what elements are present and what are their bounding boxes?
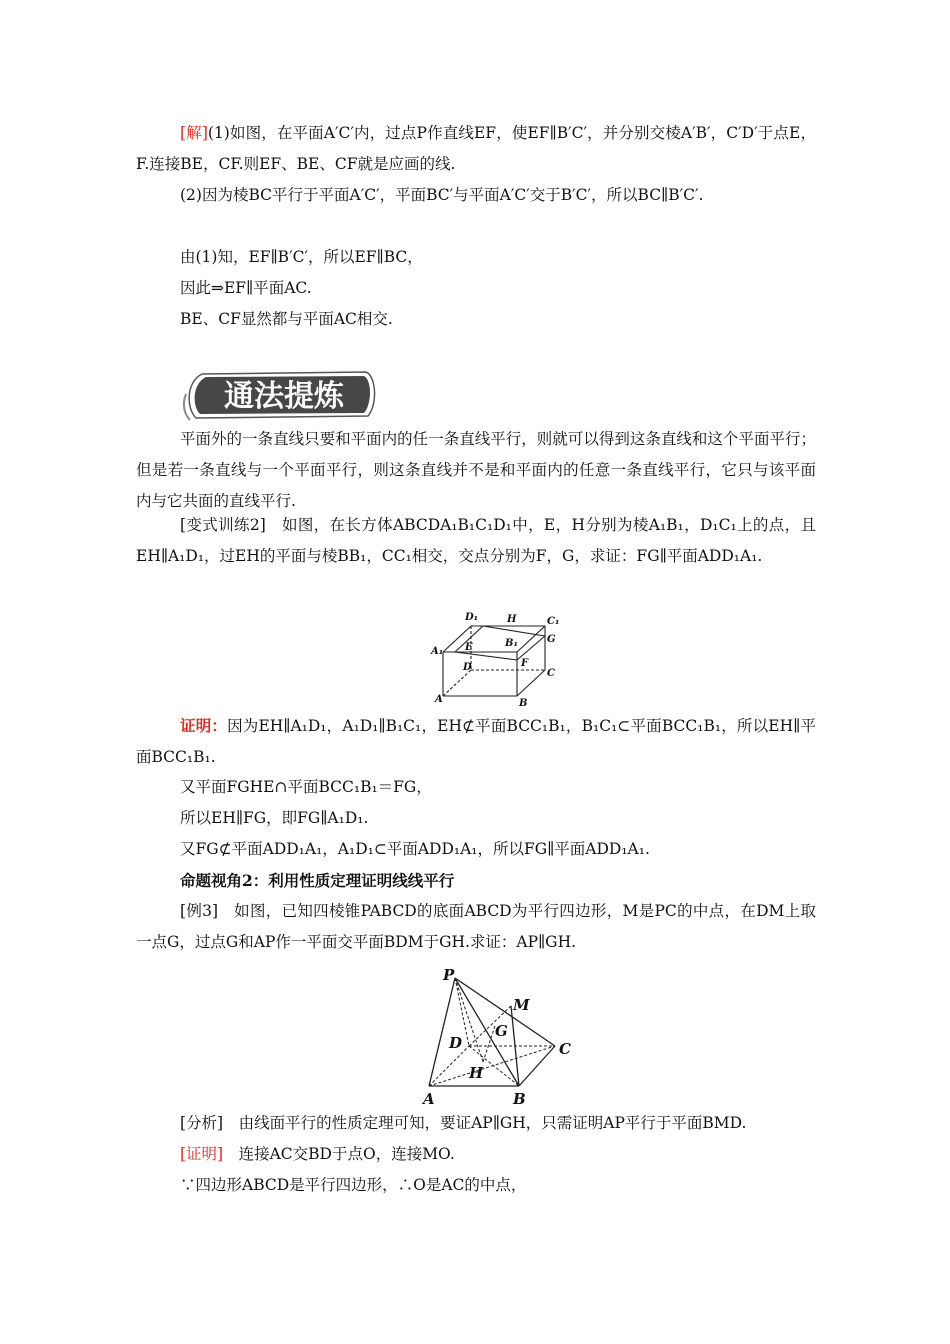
proof2-line1-text: 连接AC交BD于点O，连接MO.: [223, 1145, 455, 1163]
solution-part2: (2)因为棱BC平行于平面A′C′，平面BC′与平面A′C′交于B′C′，所以BC∥B′C′.: [180, 186, 704, 204]
variant-text: [变式训练2] 如图，在长方体ABCDA₁B₁C₁D₁中，E，H分别为棱A₁B₁，D₁C₁上的点，且EH∥A₁D₁，过EH的平面与棱BB₁，CC₁相交，交点分别为F，G，求证：FG∥平面ADD₁A₁.: [136, 516, 816, 565]
solution-line3: 由(1)知，EF∥B′C′，所以EF∥BC，: [180, 248, 423, 266]
proof1-line1-text: 因为EH∥A₁D₁，A₁D₁∥B₁C₁，EH⊄平面BCC₁B₁，B₁C₁⊂平面BCC₁B₁，所以EH∥平面BCC₁B₁.: [136, 717, 816, 766]
label-P: P: [443, 966, 455, 984]
label-G: G: [547, 634, 556, 645]
cuboid-figure: [425, 608, 575, 708]
label-E: E: [465, 642, 473, 653]
analysis-tag: [分析]: [180, 1114, 224, 1132]
label-H2: H: [469, 1064, 484, 1082]
solution-part1-text: (1)如图，在平面A′C′内，过点P作直线EF，使EF∥B′C′，并分别交棱A′B′，C′D′于点E，F.连接BE，CF.则EF、BE、CF就是应画的线.: [136, 124, 816, 173]
label-M: M: [513, 996, 530, 1014]
analysis-text: 由线面平行的性质定理可知，要证AP∥GH，只需证明AP平行于平面BMD.: [223, 1114, 747, 1132]
method-banner-text: 通法提炼: [224, 379, 344, 414]
method-banner: [180, 364, 380, 424]
label-F: F: [521, 658, 529, 669]
proof2-line2: ∵四边形ABCD是平行四边形，∴O是AC的中点，: [180, 1176, 527, 1194]
analysis-line: [136, 1108, 816, 1139]
solution-part1: [136, 118, 816, 180]
proof2-tag: [证明]: [180, 1145, 224, 1163]
solution-tag: [解]: [180, 124, 208, 142]
proof2-line1: [136, 1139, 816, 1170]
proof1-line1: [136, 710, 816, 773]
label-G2: G: [495, 1022, 508, 1040]
proof1-line3: 所以EH∥FG，即FG∥A₁D₁.: [180, 809, 369, 827]
label-B1: B₁: [505, 638, 518, 649]
label-C: C: [547, 668, 555, 679]
label-C2: C: [559, 1040, 571, 1058]
label-D1: D₁: [465, 612, 479, 623]
solution-line5: BE、CF显然都与平面AC相交.: [180, 310, 393, 328]
solution-line4: 因此⇒EF∥平面AC.: [180, 279, 312, 297]
proof1-tag: 证明：: [180, 716, 228, 735]
label-A: A: [435, 694, 443, 705]
example3-text: [例3] 如图，已知四棱锥PABCD的底面ABCD为平行四边形，M是PC的中点，在DM上取一点G，过点G和AP作一平面交平面BDM于GH.求证：AP∥GH.: [136, 902, 816, 951]
label-C1: C₁: [547, 616, 560, 627]
proof1-line2: 又平面FGHE∩平面BCC₁B₁＝FG，: [180, 778, 432, 796]
perspective-heading: 命题视角2：利用性质定理证明线线平行: [180, 871, 455, 890]
label-A2: A: [423, 1090, 435, 1108]
proof1-line4: 又FG⊄平面ADD₁A₁，A₁D₁⊂平面ADD₁A₁，所以FG∥平面ADD₁A₁.: [180, 840, 650, 858]
label-B2: B: [513, 1090, 526, 1108]
label-D: D: [463, 662, 472, 673]
label-H: H: [507, 614, 517, 625]
label-A1: A₁: [431, 646, 444, 657]
pyramid-figure: [415, 962, 585, 1110]
method-text: 平面外的一条直线只要和平面内的任一条直线平行，则就可以得到这条直线和这个平面平行；但是若一条直线与一个平面平行，则这条直线并不是和平面内的任意一条直线平行，它只与该平面内与它共面的直线平行.: [136, 430, 816, 510]
label-D2: D: [449, 1034, 463, 1052]
label-B: B: [519, 698, 528, 708]
